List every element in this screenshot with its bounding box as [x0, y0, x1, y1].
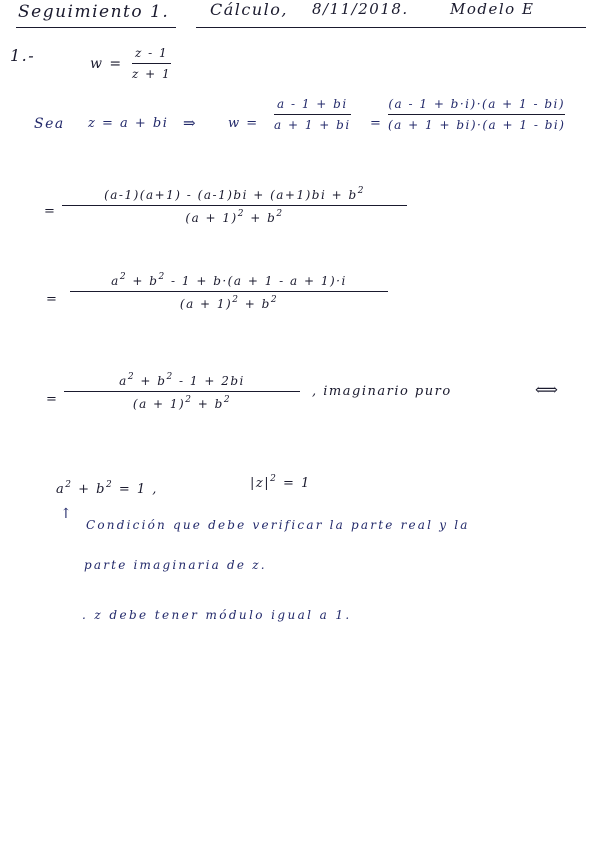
header-date: 8/11/2018.	[312, 0, 409, 18]
up-arrow: ↑	[60, 506, 72, 522]
step5-numerator: $a^2 + b^2 - 1 + 2bi$	[119, 372, 245, 388]
header-model: Modelo E	[450, 0, 535, 18]
condition-equation: $a^2 + b^2 = 1$ ,	[56, 480, 158, 497]
step5-denominator: $(a + 1)^2 + b^2$	[132, 395, 232, 411]
step2-numerator: (a - 1 + b·i)·(a + 1 - bi)	[388, 97, 566, 111]
step1-fraction	[274, 97, 351, 132]
iff-arrow: ⟺	[535, 380, 558, 399]
w-equals: w =	[228, 116, 259, 131]
pure-imaginary-text: , imaginario puro	[312, 384, 452, 399]
step3-numerator: $(a-1)(a+1) - (a-1)bi + (a+1)bi + b^2$	[104, 186, 365, 202]
step4-denominator: $(a + 1)^2 + b^2$	[179, 295, 279, 311]
problem-number: 1.-	[10, 46, 36, 65]
given-numerator: z - 1	[135, 46, 169, 60]
equals-sign-3: =	[46, 292, 57, 307]
given-denominator: z + 1	[132, 67, 172, 81]
step3-fraction	[62, 186, 407, 225]
implies-arrow: ⇒	[183, 114, 196, 132]
let-expression: z = a + bi	[88, 116, 169, 131]
step4-numerator: $a^2 + b^2 - 1 + b\cdot(a + 1 - a + 1)\cdot i$	[111, 272, 347, 288]
step3-denominator: $(a + 1)^2 + b^2$	[185, 209, 284, 225]
step1-denominator: a + 1 + bi	[274, 118, 351, 132]
note-line-3: . z debe tener módulo igual a 1.	[82, 608, 352, 622]
step2-fraction	[388, 97, 565, 132]
w-label: w =	[90, 56, 123, 72]
header-subject: Cálculo,	[210, 0, 288, 19]
let-word: Sea	[34, 116, 65, 132]
step5-fraction	[64, 372, 300, 411]
note-line-1: Condición que debe verificar la parte real y la	[86, 518, 470, 532]
modulus-equation: $|z|^2 = 1$	[250, 474, 311, 491]
equals-sign-2: =	[44, 204, 55, 219]
step4-fraction	[70, 272, 388, 311]
equals-sign-1: =	[370, 116, 381, 131]
header-title: Seguimiento 1.	[18, 2, 170, 22]
equals-sign-4: =	[46, 392, 57, 407]
header-underline	[16, 27, 176, 28]
step2-denominator: (a + 1 + bi)·(a + 1 - bi)	[388, 118, 566, 132]
step1-numerator: a - 1 + bi	[277, 97, 348, 111]
given-fraction	[132, 46, 171, 81]
header-rule	[196, 27, 586, 28]
note-line-2: parte imaginaria de z.	[84, 558, 267, 572]
